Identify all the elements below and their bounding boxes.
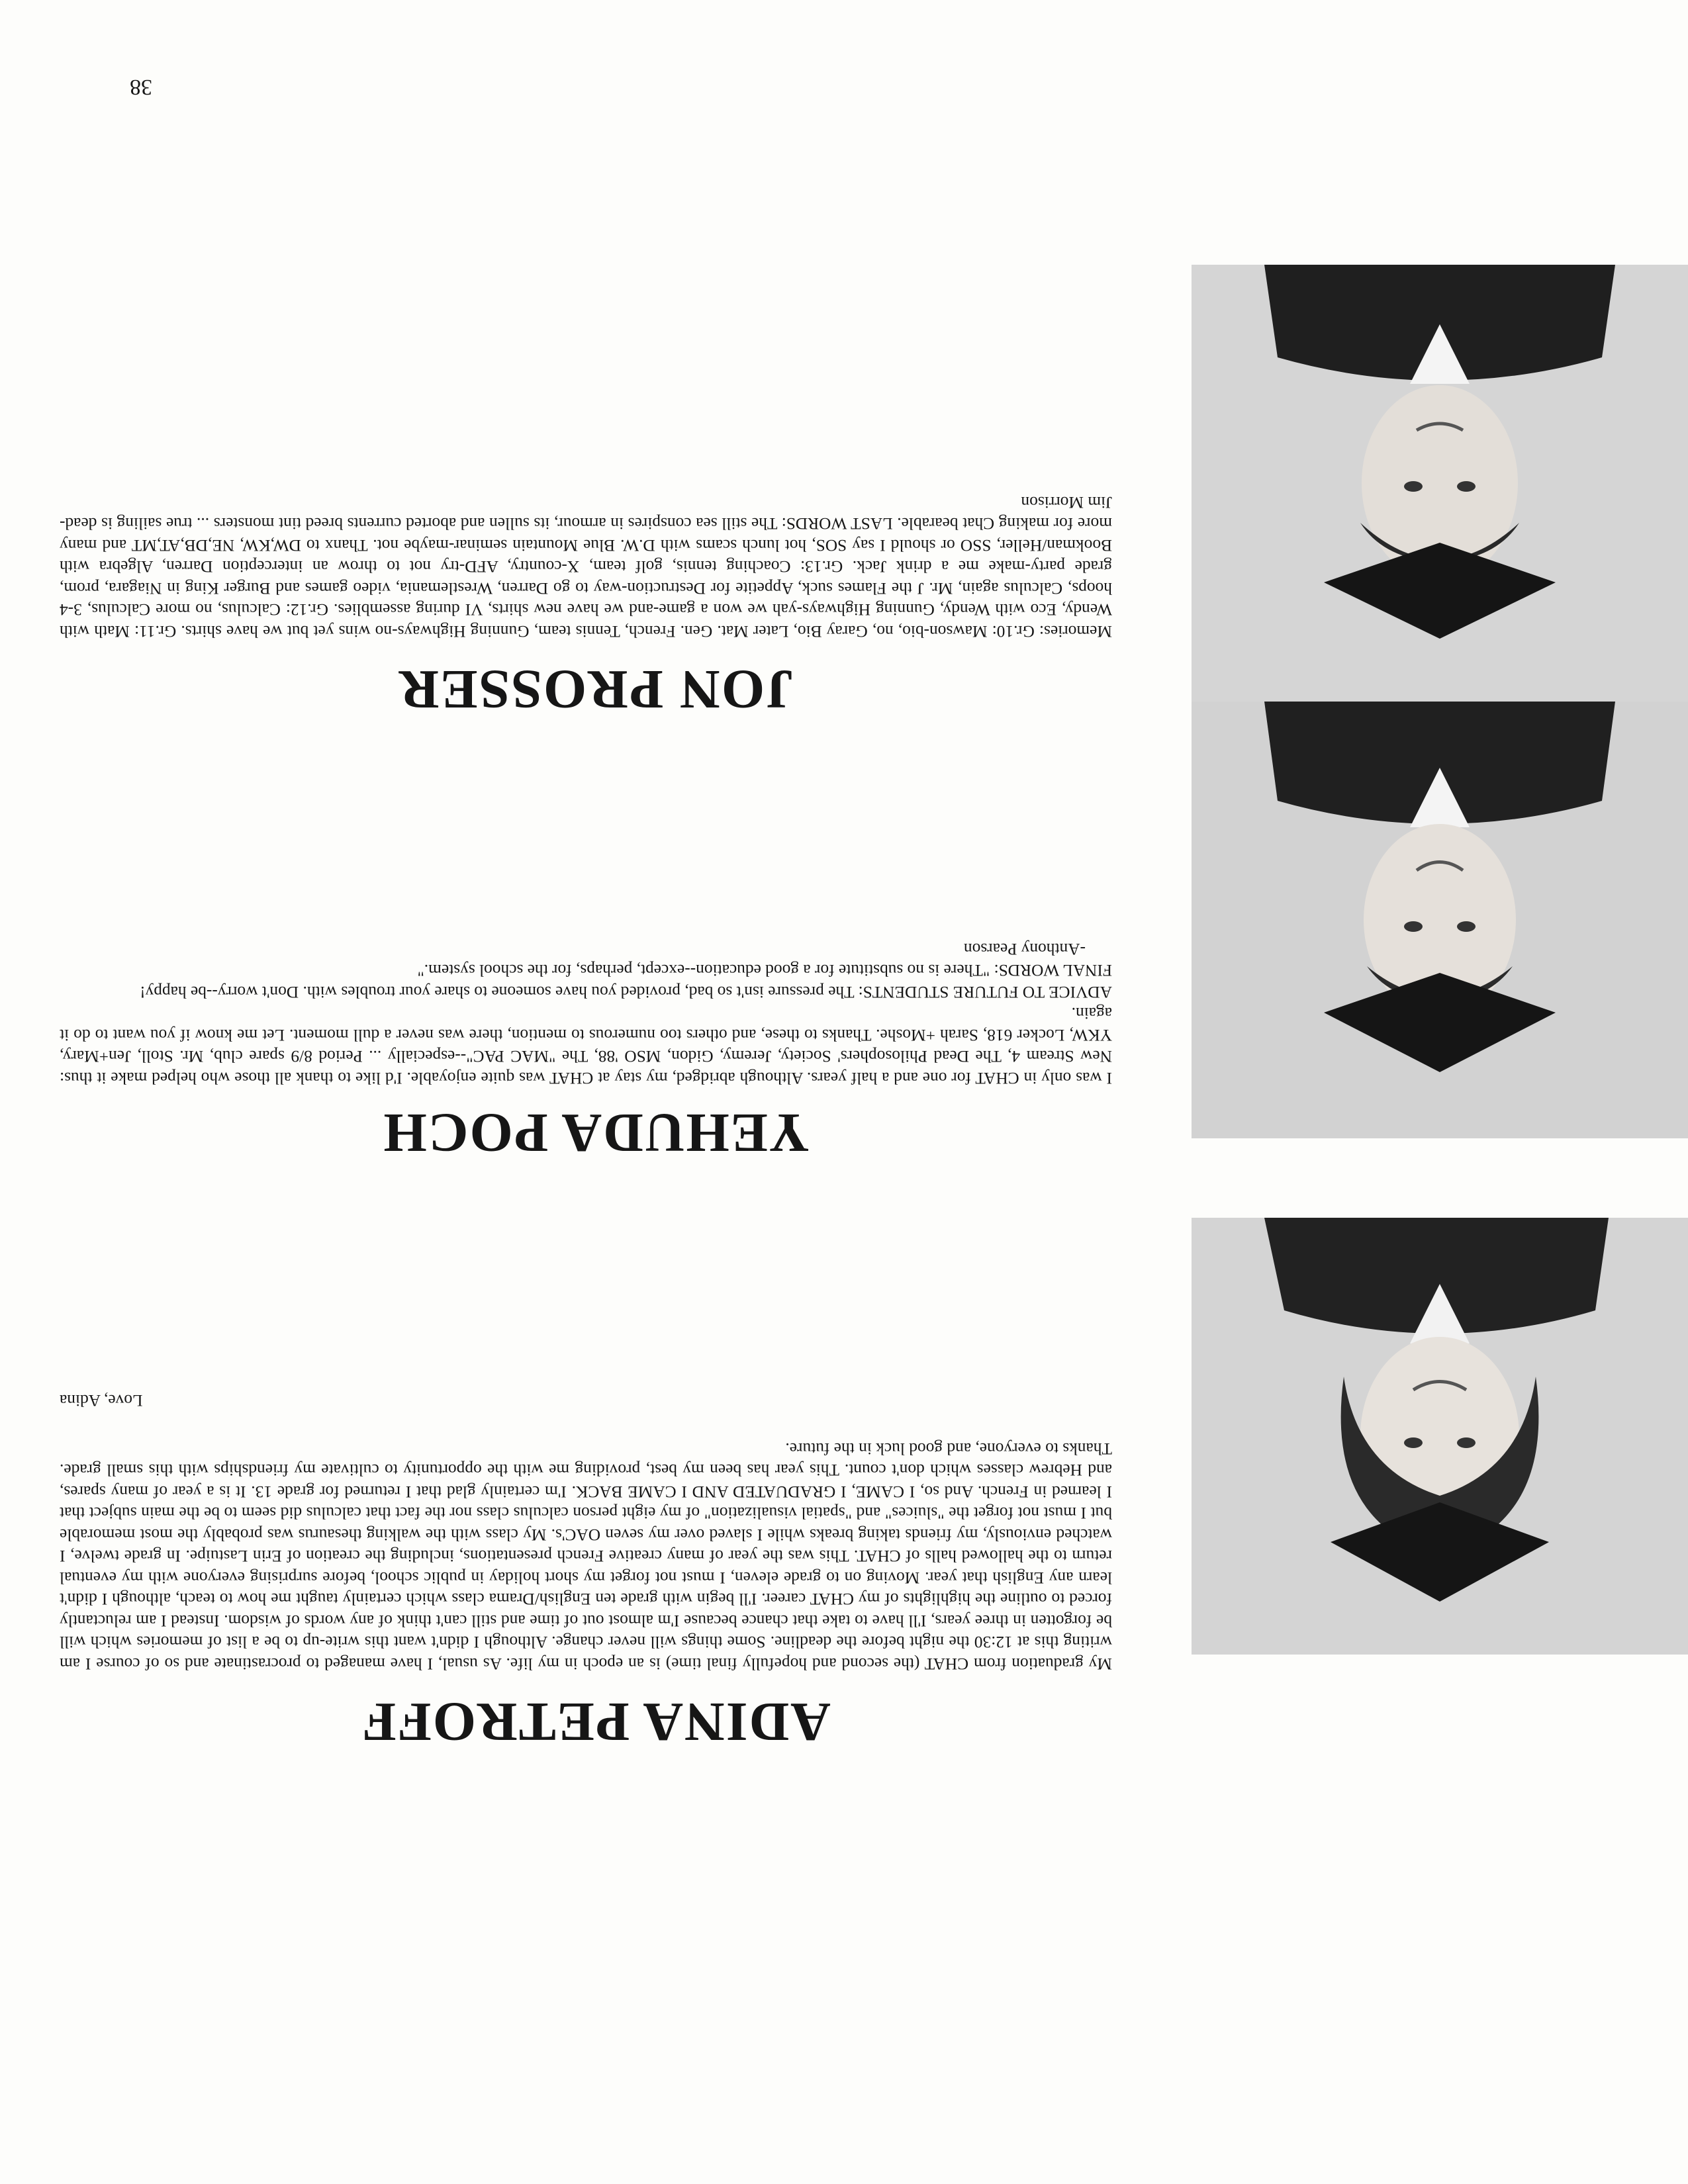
- graduate-name: YEHUDA POCH: [382, 1102, 810, 1163]
- graduate-name: ADINA PETROFF: [361, 1691, 831, 1752]
- writeup-final-words: FINAL WORDS: "There is no substitute for a good education--except, perhaps, for the school system.": [417, 961, 1112, 980]
- writeup-body: My graduation from CHAT (the second and hopefully final time) is an epoch in my life. As usual, I have managed to procrastinate and so of course I am writing this at 12:30 the night before the deadline. Some things will never change. Although I didn't want this write-up to be a list of memories which will be forgotten in three years, I'll have to take that chance because I'm almost out of time and still can't think of any words of wisdom. Instead I am reluctantly forced to outline the highlights of my CHAT career. I'll begin with grade ten English/Drama class which certainly taught me how to teach, although I didn't learn any English that year. Moving on to grade eleven, I must not forget my short holiday in public school, before surprising everyone with my eventual return to the hallowed halls of CHAT. This was the year of many creative French presentations, including the creation of Erin Lastuipe. In grade twelve, I watched enviously, my friends taking breaks while I slaved over my seven OAC's. My class with the walking thesaurus was probably the most memorable but I must not forget the "sluices" and "spatial visualization" of my eight person calculus class nor the fact that calculus did seem to be the main subject that I learned in French. And so, I CAME, I GRADUATED AND I CAME BACK. I'm certainly glad that I returned for grade 13. It is a year of many spares, and Hebrew classes which don't count. This year has been my best, providing me with the opportunity to cultivate my friendships with this small grade. Thanks to everyone, and good luck in the future.: [60, 1439, 1112, 1673]
- writeup-attribution: -Anthony Pearson: [963, 940, 1086, 958]
- page-number: 38: [130, 75, 152, 99]
- graduate-name: JON PROSSER: [397, 659, 794, 720]
- writeup-body: Memories: Gr.10: Mawson-bio, no, Garay Bio, Later Mat. Gen. French, Tennis team, Gunning Highways-no wins yet but we have shirts. Gr.11: Math with Wendy, Eco with Wendy, Gunning Highways-yah we won a game-and we have new shirts, VI during assemblies. Gr.12: Calculus, no more Calculus, 3-4 hoops, Calculus again, Mr. J the Flames suck, Appetite for Destruction-way to go Darren, Wrestlemania, video games and Burger King in Niagara, prom, grade party-make me a drink Jack. Gr.13: Coaching tennis, golf team, X-country, AFD-try not to throw an interception Darren, Algebra with Bookman/Heller, SSO or should I say SOS, hot lunch scams with D.W. Blue Mountain seminar-maybe not. Thanx to DW,KW, NE,DB,AT,MT and many more for making Chat bearable. LAST WORDS: The still sea conspires in armour, its sullen and aborted currents breed tint monsters ... true sailing is dead-Jim Morrison: [60, 493, 1112, 641]
- writeup-body: I was only in CHAT for one and a half years. Although abridged, my stay at CHAT was quite enjoyable. I'd like to thank all those who helped make it thus: New Stream 4, The Dead Philosophers' Society, Jeremy, Gidon, MSO '88, The "MAC PAC"--especially ... Period 8/9 spare club, Mr. Stoll, Jen+Mary, YKW, Locker 618, Sarah +Moshe. Thanks to these, and others too numerous to mention, there was never a dull moment. Let me know if you want to do it again.: [60, 1004, 1112, 1087]
- writeup-signature: Love, Adina: [60, 1391, 143, 1410]
- writeup-advice: ADVICE TO FUTURE STUDENTS: The pressure isn't so bad, provided you have someone to share your troubles with. Don't worry--be happy!: [140, 983, 1112, 1001]
